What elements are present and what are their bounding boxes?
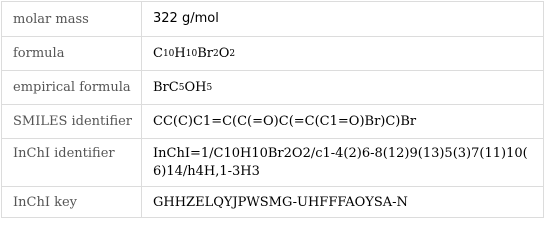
- table-row: [2, 138, 543, 186]
- table-row: [2, 186, 543, 218]
- inchi-key-value: GHHZELQYJPWSMG-UHFFFAOYSA-N: [153, 194, 408, 210]
- element-symbol: Br: [197, 45, 213, 61]
- empirical-formula-value: Br C 5 O H 5: [153, 79, 213, 95]
- element-symbol: C: [153, 45, 163, 61]
- row-label: molar mass: [2, 2, 142, 36]
- formula-value: C 10 H 10 Br 2 O 2: [153, 45, 236, 61]
- row-label: formula: [2, 37, 142, 70]
- element-symbol: H: [174, 45, 186, 61]
- element-symbol: Br: [153, 79, 169, 95]
- row-label: empirical formula: [2, 71, 142, 104]
- element-symbol: O: [184, 79, 196, 95]
- smiles-value: CC(C)C1=C(C(=O)C(=C(C1=O)Br)C)Br: [153, 113, 417, 129]
- properties-table: [1, 1, 544, 218]
- row-label: InChI key: [2, 187, 142, 218]
- inchi-line: InChI=1/C10H10Br2O2/c1-4(2)6-8(12)9(13)5(3)7(11)10(: [153, 145, 528, 161]
- row-label: InChI identifier: [2, 139, 142, 186]
- element-symbol: H: [195, 79, 207, 95]
- row-label: SMILES identifier: [2, 105, 142, 138]
- inchi-line: 6)14/h4H,1-3H3: [153, 163, 260, 179]
- table-row: [2, 36, 543, 70]
- table-row: [2, 104, 543, 138]
- row-value: 322 g/mol: [153, 11, 219, 26]
- element-symbol: O: [218, 45, 230, 61]
- table-row: [2, 70, 543, 104]
- element-symbol: C: [168, 79, 179, 95]
- inchi-value: [142, 139, 543, 186]
- table-row: [2, 2, 543, 36]
